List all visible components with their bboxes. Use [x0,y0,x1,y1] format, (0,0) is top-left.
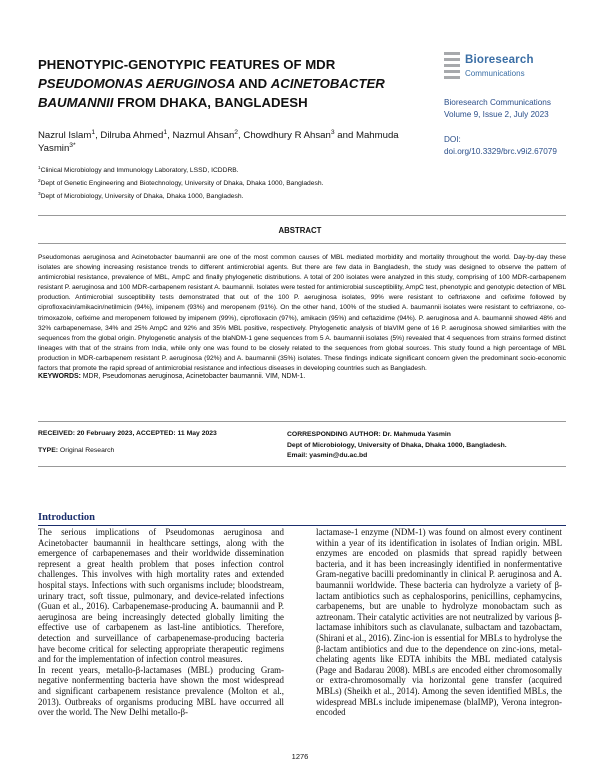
journal-logo [444,52,574,84]
paragraph: The serious implications of Pseudomonas aeruginosa and Acinetobacter baumannii in healthcare settings, along with the emergence of carbapenemases and their worldwide dissemination represent a great health problem that poses infection control challenges. This involves with high mortality rates and extended hospital stays. Infections with such organisms include; bloodstream, urinary tract, soft tissue, pulmonary, and device-related infections (Guan et al., 2016). Carbapenemase-producing A. baumannii and P. aeruginosa are being increasingly detected globally limiting the effective use of carbapenem as last-line antibiotics. Therefore, detection and surveillance of carbapenemase-producing bacteria have become critical for selecting appropriate therapeutic regimens and for the implementation of infection control measures. [38,527,284,665]
journal-name: Bioresearch Communications [444,98,551,107]
journal-info [444,97,594,120]
divider [38,466,566,467]
article-title [38,55,423,112]
abstract-heading: ABSTRACT [278,226,322,235]
title-line-3: BAUMANNII FROM DHAKA, BANGLADESH [38,95,308,110]
logo-sub: Communications [465,69,525,78]
article-type: TYPE: Original Research [38,447,115,454]
received-dates: RECEIVED: 20 February 2023, ACCEPTED: 11 May 2023 [38,430,217,437]
doi-block [444,134,594,157]
affiliation-2: $^2$Dept of Genetic Engineering and Biotechnology, University of Dhaka, Dhaka 1000, Bangladesh. [38,177,324,187]
divider [38,421,566,422]
doi-label: DOI: [444,135,461,144]
logo-bars-icon [444,52,460,82]
paragraph: In recent years, metallo-β-lactamases (MBL) producing Gram-negative nonfermenting bacteria have shown the most widespread and significant carbapenem resistance prevalence (Molton et al., 2013). Outbreaks of organisms producing MBL have occurred all over the world. The New Delhi metallo-β- [38,664,284,718]
affiliation-1: $^1$Clinical Microbiology and Immunology Laboratory, LSSD, ICDDRB. [38,164,239,174]
corresponding-author: CORRESPONDING AUTHOR: Dr. Mahmuda Yasmin Dept of Microbiology, University of Dhaka, Dhaka 1000, Bangladesh. Email: yasmin@du.ac.bd [287,431,507,459]
abstract-text: Pseudomonas aeruginosa and Acinetobacter baumannii are one of the most common causes of MBL mediated morbidity and mortality throughout the world. Day-by-day these isolates are showing increasing resistance trends to different antimicrobial agents. But there are few data in Bangladesh, the study was designed to observe the pattern of antimicrobial resistance, prevalence of MBL, AmpC and finally phylogenetic distributions. A total of 200 isolates were analyzed in this study, comprising of 100 MDR-carbapenem resistant P. aeruginosa and 100 MDR-carbapenem resistant A. baumannii. Isolates were tested for antimicrobial susceptibility, AmpC test, phenotypic and genotypic detection of MBL production. Antimicrobial susceptibility tests demonstrated that out of the 100 P. aeruginosa isolates, 99% were resistant to ceftriaxone and cefixime followed by ciprofloxacin/amikacin/netilmicin (94%), imipenem (93%) and meropenem (91%). On the other hand, 100% of the studied A. baumannii isolates were resistant to ceftriaxone, co-trimoxazole, cefixime and meropenem followed by imipenem (99%), ciprofloxacin (97%), amikacin (95%) and ceftazidime (94%). P. aeruginosa and A. baumannii showed 48% and 32% carbapenemase, 34% and 25% AmpC and 92% and 35% MBL positive, respectively. Phylogenetic analysis of blaVIM gene of 16 P. aeruginosa showed similarities with the sequences from the global origin. Phylogenetic analysis of the blaNDM-1 gene sequences from 5 A. baumannii isolates (5%) revealed that 4 sequences from strains formed distinct lineages with that of the strains from India, while only one was found to be closely related to the sequences from global sources. This study found a high percentage of MBL production in MDR-carbapenem resistant P. aeruginosa (92%) and A. baumannii (35%) isolates. These findings indicate significant concern given the predominant socio-economic factors that promote the rapid spread of antimicrobial resistance and infectious diseases in developing countries such as Bangladesh. [38,254,566,373]
doi-link[interactable]: doi.org/10.3329/brc.v9i2.67079 [444,146,557,156]
page-number: 1276 [291,752,309,761]
keywords: KEYWORDS: MDR, Pseudomonas aeruginosa, Acinetobacter baumannii. VIM, NDM-1. [38,373,306,380]
divider [38,243,566,244]
email-link[interactable]: yasmin@du.ac.bd [309,452,368,459]
title-line-2: PSEUDOMONAS AERUGINOSA AND ACINETOBACTER [38,76,385,91]
body-column-left [38,527,284,718]
divider [38,215,566,216]
affiliation-3: $^3$Dept of Microbiology, University of Dhaka, Dhaka 1000, Bangladesh. [38,190,244,200]
paragraph: lactamase-1 enzyme (NDM-1) was found on almost every continent within a year of its identification in isolates of Indian origin. MBL enzymes are encoded on plasmids that spread rapidly between bacteria, and it has been increasingly identified in nonfermentative Gram-negative bacilli predominantly in clinical P. aeruginosa and A. baumannii worldwide. These bacteria can hydrolyze a variety of β-lactam antibiotics such as cephalosporins, penicillins, cephamycins, carbapenems, but are unable to hydrolyze monobactam such as aztreonam. Their catalytic activities are not neutralized by various β-lactamase inhibitors such as clavulanate, sulbactam and tazobactam, (Shirani et al., 2016). Zinc-ion is essential for MBLs to hydrolyse the β-lactam antibiotics and due to the dependence on zinc-ions, metal-chelating agents like EDTA inhibits the MBL mediated catalysis (Page and Badarau 2008). MBLs are encoded either chromosomally or extra-chromosomally via horizontal gene transfer (acquired MBLs) (Sheikh et al., 2014). Among the seven identified MBLs, the widespread MBLs include imipenemase (blaIMP), Verona integron-encoded [316,527,562,718]
logo-name: Bioresearch [465,54,534,66]
journal-issue: Volume 9, Issue 2, July 2023 [444,109,549,119]
title-line-1: PHENOTYPIC-GENOTYPIC FEATURES OF MDR [38,57,336,72]
divider [38,525,566,526]
section-heading: Introduction [38,512,95,523]
author-list: Nazrul Islam$^1$, Dilruba Ahmed$^1$, Nazmul Ahsan$^2$, Chowdhury R Ahsan$^3$ and Mahmuda Yasmin$^{3*}$ [38,128,399,154]
body-column-right [316,527,562,718]
